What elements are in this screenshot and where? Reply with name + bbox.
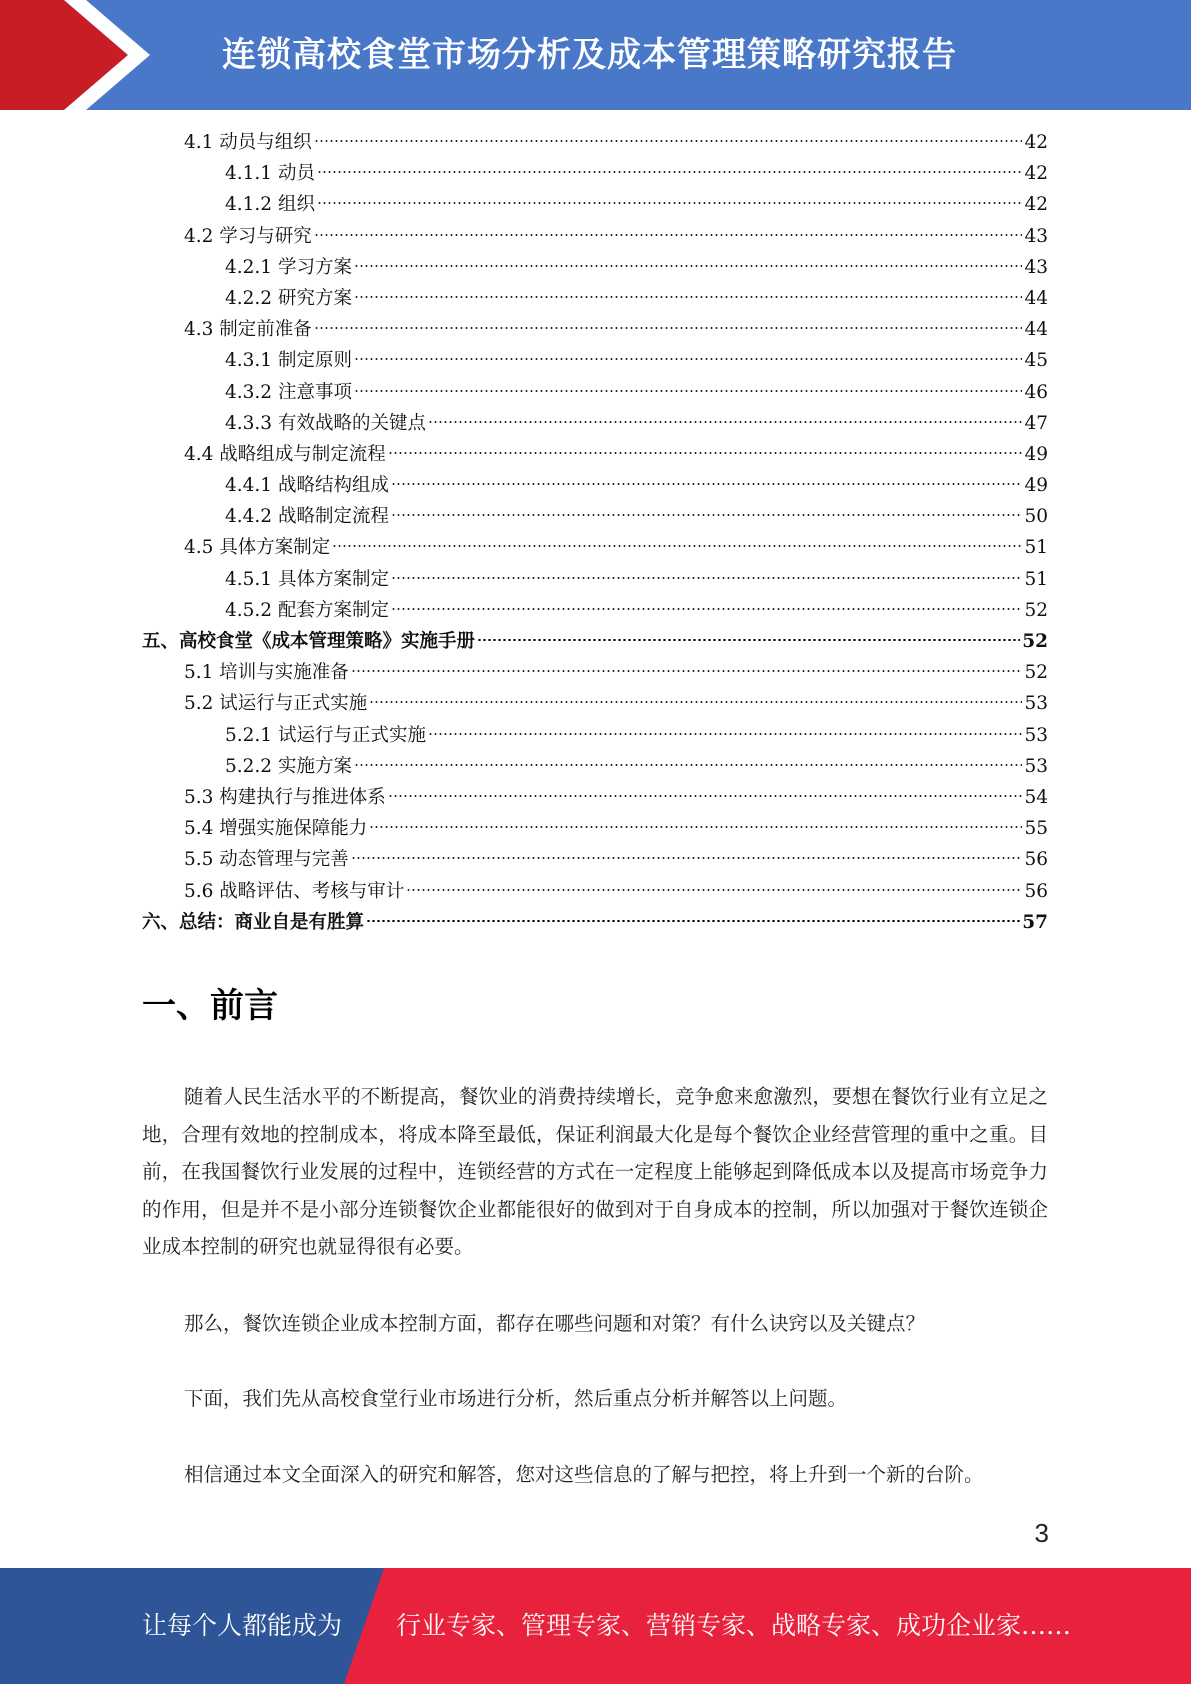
toc-entry[interactable] xyxy=(142,158,1048,189)
toc-dot-leader xyxy=(354,764,1023,766)
toc-entry[interactable] xyxy=(142,470,1048,501)
toc-entry[interactable] xyxy=(142,876,1048,907)
body-paragraph: 那么，餐饮连锁企业成本控制方面，都存在哪些问题和对策？有什么诀窍以及关键点？ xyxy=(184,1312,926,1335)
toc-entry[interactable] xyxy=(142,283,1048,314)
toc-entry[interactable] xyxy=(142,408,1048,439)
toc-entry-page: 42 xyxy=(1024,163,1048,185)
toc-entry-page: 52 xyxy=(1022,631,1048,652)
toc-entry-label: 五、高校食堂《成本管理策略》实施手册 xyxy=(142,631,476,652)
toc-dot-leader xyxy=(391,608,1022,610)
toc-entry-label: 4.4 战略组成与制定流程 xyxy=(184,443,386,465)
toc-entry[interactable] xyxy=(142,907,1048,938)
toc-entry-label: 4.3.1 制定原则 xyxy=(225,350,352,372)
page-footer xyxy=(0,1568,1191,1684)
toc-dot-leader xyxy=(391,483,1022,485)
toc-entry[interactable] xyxy=(142,221,1048,252)
toc-entry[interactable] xyxy=(142,564,1048,595)
toc-entry-label: 4.5.2 配套方案制定 xyxy=(225,599,389,621)
toc-entry-label: 4.2 学习与研究 xyxy=(184,225,312,247)
toc-entry-page: 42 xyxy=(1024,194,1048,216)
toc-entry-page: 43 xyxy=(1024,256,1048,278)
toc-entry-label: 4.1.2 组织 xyxy=(225,194,315,216)
footer-slogan-right: 行业专家、管理专家、营销专家、战略专家、成功企业家…… xyxy=(396,1611,1072,1640)
toc-entry[interactable] xyxy=(142,626,1048,657)
toc-entry-page: 56 xyxy=(1024,849,1048,871)
body-paragraph: 相信通过本文全面深入的研究和解答，您对这些信息的了解与把控，将上升到一个新的台阶。 xyxy=(184,1463,984,1486)
toc-entry-label: 4.5 具体方案制定 xyxy=(184,537,331,559)
toc-dot-leader xyxy=(369,701,1022,703)
toc-entry-page: 51 xyxy=(1024,568,1048,590)
toc-entry[interactable] xyxy=(142,439,1048,470)
toc-dot-leader xyxy=(354,390,1023,392)
page-number: 3 xyxy=(1034,1518,1049,1548)
toc-entry-page: 44 xyxy=(1024,319,1048,341)
toc-entry-label: 六、总结：商业自是有胜算 xyxy=(142,911,365,933)
toc-entry[interactable] xyxy=(142,127,1048,158)
toc-entry-label: 5.2 试运行与正式实施 xyxy=(184,693,368,715)
toc-entry-page: 54 xyxy=(1024,786,1048,808)
body-paragraph: 随着人民生活水平的不断提高，餐饮业的消费持续增长，竞争愈来愈激烈，要想在餐饮行业有立足之地，合理有效地的控制成本，将成本降至最低，保证利润最大化是每个餐饮企业经营管理的重中之重。目前，在我国餐饮行业发展的过程中，连锁经营的方式在一定程度上能够起到降低成本以及提高市场竞争力的作用，但是并不是小部分连锁餐饮企业都能很好的做到对于自身成本的控制，所以加强对于餐饮连锁企业成本控制的研究也就显得很有必要。 xyxy=(142,1085,1048,1258)
toc-dot-leader xyxy=(351,670,1023,672)
toc-entry-label: 4.3.3 有效战略的关键点 xyxy=(225,412,426,434)
toc-dot-leader xyxy=(477,639,1020,641)
footer-slogan-left: 让每个人都能成为 xyxy=(142,1611,343,1640)
toc-dot-leader xyxy=(354,358,1023,360)
toc-dot-leader xyxy=(314,234,1023,236)
toc-dot-leader xyxy=(366,920,1020,922)
toc-entry-page: 46 xyxy=(1024,381,1048,403)
toc-entry-label: 4.5.1 具体方案制定 xyxy=(225,568,389,590)
toc-dot-leader xyxy=(317,202,1023,204)
toc-entry-label: 5.6 战略评估、考核与审计 xyxy=(184,880,405,902)
toc-entry[interactable] xyxy=(142,813,1048,844)
toc-dot-leader xyxy=(406,889,1022,891)
toc-entry[interactable] xyxy=(142,501,1048,532)
toc-entry[interactable] xyxy=(142,377,1048,408)
toc-entry-label: 5.3 构建执行与推进体系 xyxy=(184,786,386,808)
toc-entry[interactable] xyxy=(142,844,1048,875)
toc-dot-leader xyxy=(391,577,1022,579)
toc-dot-leader xyxy=(354,265,1023,267)
toc-entry-page: 52 xyxy=(1024,662,1048,684)
toc-entry[interactable] xyxy=(142,720,1048,751)
toc-dot-leader xyxy=(428,733,1022,735)
toc-entry[interactable] xyxy=(142,532,1048,563)
toc-entry-label: 5.4 增强实施保障能力 xyxy=(184,818,368,840)
toc-entry-label: 4.1 动员与组织 xyxy=(184,132,312,153)
toc-entry-label: 4.4.1 战略结构组成 xyxy=(225,475,389,497)
toc-dot-leader xyxy=(428,421,1022,423)
toc-entry-page: 49 xyxy=(1024,443,1048,465)
toc-entry[interactable] xyxy=(142,751,1048,782)
toc-entry-label: 5.2.2 实施方案 xyxy=(225,755,352,777)
toc-entry-page: 42 xyxy=(1024,132,1048,153)
toc-entry-page: 55 xyxy=(1024,818,1048,840)
toc-entry-label: 5.5 动态管理与完善 xyxy=(184,849,349,871)
toc-entry-page: 53 xyxy=(1024,693,1048,715)
toc-entry-label: 4.2.1 学习方案 xyxy=(225,256,352,278)
toc-entry-page: 51 xyxy=(1024,537,1048,559)
toc-dot-leader xyxy=(354,296,1023,298)
toc-dot-leader xyxy=(332,545,1022,547)
toc-dot-leader xyxy=(391,514,1022,516)
toc-dot-leader xyxy=(388,795,1023,797)
toc-entry[interactable] xyxy=(142,189,1048,220)
toc-entry-label: 4.3 制定前准备 xyxy=(184,319,312,341)
toc-dot-leader xyxy=(388,452,1023,454)
toc-dot-leader xyxy=(369,826,1022,828)
page-header xyxy=(0,0,1191,110)
toc-entry-page: 52 xyxy=(1024,599,1048,621)
report-title: 连锁高校食堂市场分析及成本管理策略研究报告 xyxy=(222,35,957,75)
toc-entry-page: 53 xyxy=(1024,755,1048,777)
toc-dot-leader xyxy=(317,171,1023,173)
toc-entry-label: 4.3.2 注意事项 xyxy=(225,381,352,403)
toc-entry-page: 53 xyxy=(1024,724,1048,746)
toc-dot-leader xyxy=(314,327,1023,329)
toc-entry-label: 4.2.2 研究方案 xyxy=(225,287,352,309)
toc-dot-leader xyxy=(351,857,1023,859)
toc-entry-label: 4.4.2 战略制定流程 xyxy=(225,506,389,528)
toc-entry-label: 5.2.1 试运行与正式实施 xyxy=(225,724,426,746)
toc-entry[interactable] xyxy=(142,314,1048,345)
toc-entry-page: 45 xyxy=(1024,350,1048,372)
toc-entry-page: 49 xyxy=(1024,475,1048,497)
toc-entry-page: 44 xyxy=(1024,287,1048,309)
toc-entry[interactable] xyxy=(142,688,1048,719)
toc-dot-leader xyxy=(314,140,1023,142)
toc-entry[interactable] xyxy=(142,782,1048,813)
toc-entry-page: 43 xyxy=(1024,225,1048,247)
section-title: 一、前言 xyxy=(142,986,278,1026)
toc-entry[interactable] xyxy=(142,252,1048,283)
toc-entry[interactable] xyxy=(142,345,1048,376)
toc-entry-page: 56 xyxy=(1024,880,1048,902)
toc-entry[interactable] xyxy=(142,595,1048,626)
toc-entry-page: 47 xyxy=(1024,412,1048,434)
toc-entry-label: 5.1 培训与实施准备 xyxy=(184,662,349,684)
table-of-contents xyxy=(142,127,1048,938)
body-paragraph: 下面，我们先从高校食堂行业市场进行分析，然后重点分析并解答以上问题。 xyxy=(184,1387,848,1410)
toc-entry-page: 57 xyxy=(1022,911,1048,933)
toc-entry-page: 50 xyxy=(1024,506,1048,528)
toc-entry-label: 4.1.1 动员 xyxy=(225,163,315,185)
toc-entry[interactable] xyxy=(142,657,1048,688)
